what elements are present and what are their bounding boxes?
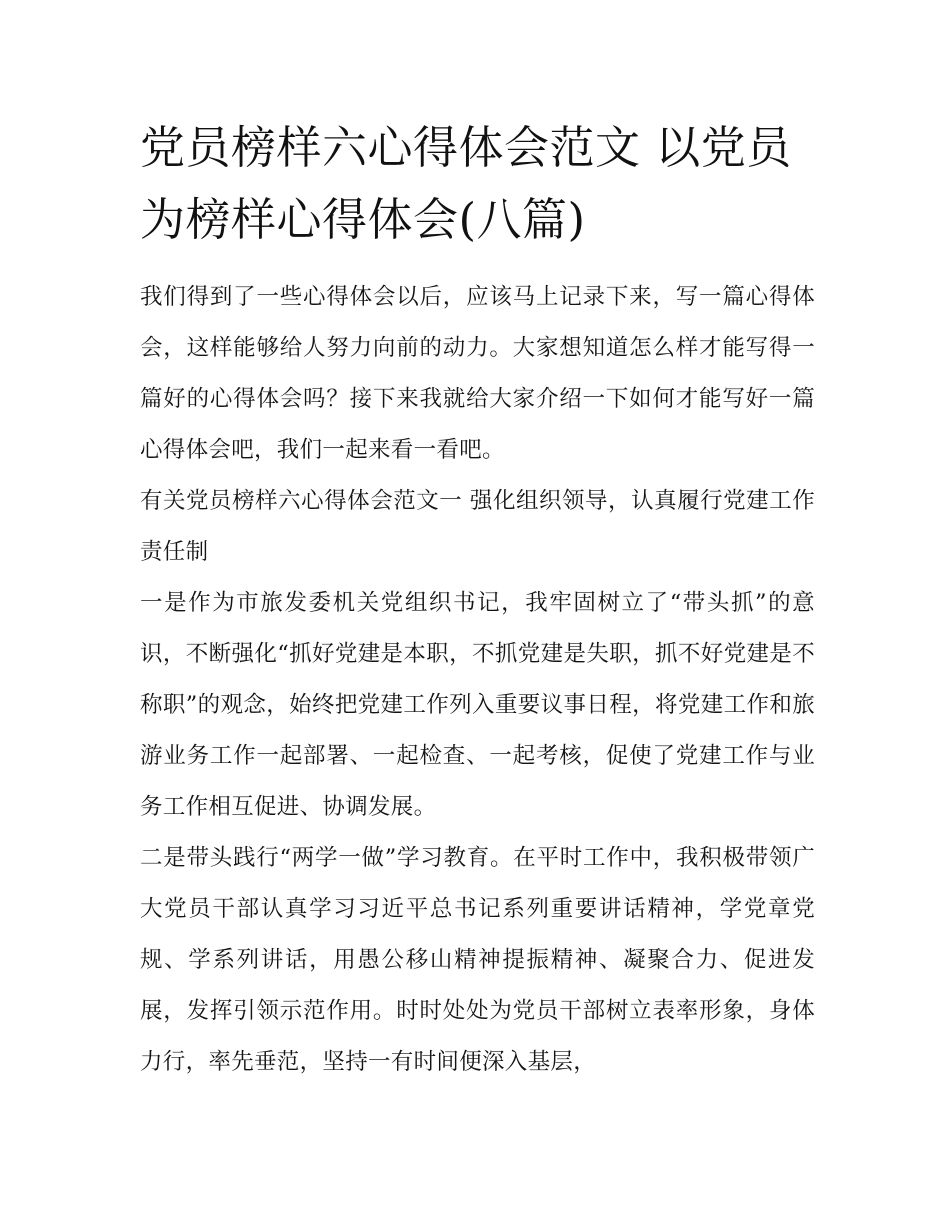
paragraph-intro: 我们得到了一些心得体会以后，应该马上记录下来，写一篇心得体会，这样能够给人努力向前的动力。大家想知道怎么样才能写得一篇好的心得体会吗？接下来我就给大家介绍一下如何才能写好一篇心得体会吧，我们一起来看一看吧。 (140, 284, 815, 463)
paragraph-section-heading: 有关党员榜样六心得体会范文一 强化组织领导，认真履行党建工作责任制 (140, 488, 815, 565)
document-title: 党员榜样六心得体会范文 以党员为榜样心得体会(八篇) (140, 121, 792, 246)
paragraph-point-one: 一是作为市旅发委机关党组织书记，我牢固树立了“带头抓”的意识，不断强化“抓好党建是本职，不抓党建是失职，抓不好党建是不称职”的观念，始终把党建工作列入重要议事日程，将党建工作和旅游业务工作一起部署、一起检查、一起考核，促使了党建工作与业务工作相互促进、协调发展。 (140, 590, 815, 820)
document-content (140, 112, 815, 1088)
document-body (140, 272, 815, 1088)
paragraph-point-two: 二是带头践行“两学一做”学习教育。在平时工作中，我积极带领广大党员干部认真学习习近平总书记系列重要讲话精神，学党章党规、学系列讲话，用愚公移山精神提振精神、凝聚合力、促进发展，发挥引领示范作用。时时处处为党员干部树立表率形象，身体力行，率先垂范，坚持一有时间便深入基层， (140, 845, 815, 1075)
